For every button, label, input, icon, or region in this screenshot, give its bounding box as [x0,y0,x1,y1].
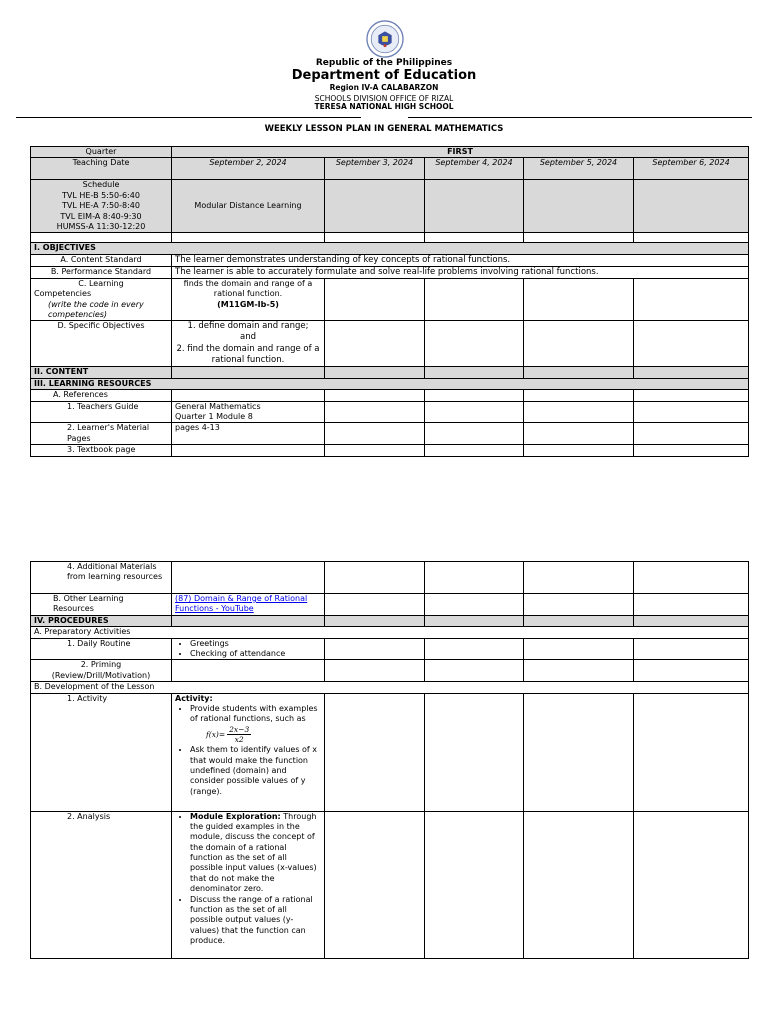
textbook-label: 3. Textbook page [31,445,172,456]
activity-cell [172,693,325,811]
header-rule-right [408,117,752,118]
learners-material-label: 2. Learner's Material Pages [31,423,172,445]
content-heading-row [31,367,749,378]
analysis-item-1: Through the guided examples in the module, discuss the concept of the domain of a rational function as the set of all possible input values (x-values) that do not make the denominator zero. [190,811,317,894]
analysis-cell [172,811,325,958]
other-resources-row [31,594,749,616]
content-standard-row [31,254,749,266]
teachers-guide-row [31,401,749,423]
daily-routine-cell [172,638,325,660]
competencies-label-2: Competencies [34,289,92,299]
activity-title: Activity: [175,693,213,703]
preparatory-label: A. Preparatory Activities [31,627,749,638]
plan-title: WEEKLY LESSON PLAN IN GENERAL MATHEMATICS [264,124,504,134]
activity-item-1: Provide students with examples of rational functions, such as [190,703,318,724]
header-rule-left [16,117,361,118]
schedule-line: TVL HE-B 5:50-6:40 [62,190,140,200]
analysis-title: Module Exploration: [190,811,281,821]
lesson-plan-table-part-2 [30,561,749,959]
analysis-label: 2. Analysis [31,811,172,958]
analysis-list [175,812,321,947]
deped-seal-logo [366,20,404,58]
competency-code: (M11GM-Ib-5) [217,299,279,309]
list-item: • Checking of attendance [190,649,321,659]
performance-standard-text: The learner is able to accurately formulate and solve real-life problems involving rational functions. [172,266,749,278]
performance-standard-label: B. Performance Standard [31,266,172,278]
date-2: September 3, 2024 [325,158,425,180]
division-heading: SCHOOLS DIVISION OFFICE OF RIZAL [314,94,454,103]
other-resources-cell [172,594,325,616]
competencies-label-cell [31,278,172,321]
procedures-heading-row [31,615,749,626]
specific-objective-1: 1. define domain and range; [187,321,309,332]
schedule-cell [31,180,172,233]
textbook-row [31,445,749,456]
development-label: B. Development of the Lesson [31,682,749,693]
rational-function-formula [190,725,321,746]
references-row [31,390,749,401]
lesson-plan-table-part-1 [30,146,749,457]
teachers-guide-line-1: General Mathematics [175,401,261,411]
performance-standard-row [31,266,749,278]
development-row [31,682,749,693]
priming-label: 2. Priming (Review/Drill/Motivation) [31,660,172,682]
schedule-row [31,180,749,233]
content-standard-label: A. Content Standard [31,254,172,266]
teaching-date-row [31,158,749,180]
competency-text: finds the domain and range of a rational function. [183,278,313,299]
school-heading: TERESA NATIONAL HIGH SCHOOL [314,102,454,111]
objectives-heading-row [31,243,749,254]
preparatory-row [31,627,749,638]
list-item: • Discuss the range of a rational function as the set of all possible output values (y-values) that the function can produce. [190,895,321,947]
date-4: September 5, 2024 [524,158,634,180]
procedures-heading: IV. PROCEDURES [31,615,172,626]
competencies-label-1: C. Learning [78,278,124,288]
other-resources-label: B. Other Learning Resources [31,594,172,616]
specific-objectives-label: D. Specific Objectives [31,321,172,367]
schedule-line: TVL HE-A 7:50-8:40 [62,201,140,211]
activity-row [31,693,749,811]
teachers-guide-line-2: Quarter 1 Module 8 [175,412,253,421]
teaching-date-label: Teaching Date [31,158,172,180]
specific-objectives-cell [172,321,325,367]
resources-heading-row [31,378,749,389]
date-1: September 2, 2024 [172,158,325,180]
content-heading: II. CONTENT [31,367,172,378]
date-5: September 6, 2024 [634,158,749,180]
quarter-value: FIRST [172,147,749,158]
teachers-guide-label: 1. Teachers Guide [31,401,172,423]
activity-list [175,704,321,797]
additional-materials-row [31,562,749,594]
formula-lhs: f(x)= [206,730,226,740]
daily-routine-label: 1. Daily Routine [31,638,172,660]
republic-heading: Republic of the Philippines [315,58,453,68]
competency-cell [172,278,325,321]
quarter-row [31,147,749,158]
department-heading: Department of Education [291,68,477,83]
formula-numerator: 2x−3 [229,724,250,734]
content-standard-text: The learner demonstrates understanding of key concepts of rational functions. [172,254,749,266]
specific-objective-2: 2. find the domain and range of a rational function. [176,343,320,365]
youtube-link[interactable]: (87) Domain & Range of Rational Functions - YouTube [175,594,308,614]
learners-material-pages: pages 4-13 [172,423,325,445]
schedule-line: TVL EIM-A 8:40-9:30 [60,211,142,221]
region-heading: Region IV-A CALABARZON [329,83,439,92]
list-item [190,704,321,745]
schedule-label: Schedule [82,180,120,190]
modality-cell: Modular Distance Learning [172,180,325,233]
quarter-label: Quarter [31,147,172,158]
daily-routine-list [175,639,321,660]
additional-materials-label: 4. Additional Materials from learning resources [31,562,172,594]
objectives-heading: I. OBJECTIVES [31,243,749,254]
teachers-guide-cell [172,401,325,423]
date-3: September 4, 2024 [425,158,524,180]
list-item [190,812,321,895]
list-item: • Ask them to identify values of x that would make the function undefined (domain) and consider possible values of y (range). [190,745,321,797]
competencies-row [31,278,749,321]
list-item: • Greetings [190,639,321,649]
formula-denominator: x2 [234,735,244,745]
priming-row [31,660,749,682]
schedule-line: HUMSS-A 11:30-12:20 [56,221,146,231]
analysis-row [31,811,749,958]
daily-routine-row [31,638,749,660]
resources-heading: III. LEARNING RESOURCES [31,378,749,389]
references-label: A. References [31,390,172,401]
competencies-note: (write the code in every competencies) [48,299,144,320]
specific-objectives-row [31,321,749,367]
spacer-row [31,233,749,243]
specific-objective-and: and [240,332,256,343]
activity-label: 1. Activity [31,693,172,811]
learners-material-row [31,423,749,445]
